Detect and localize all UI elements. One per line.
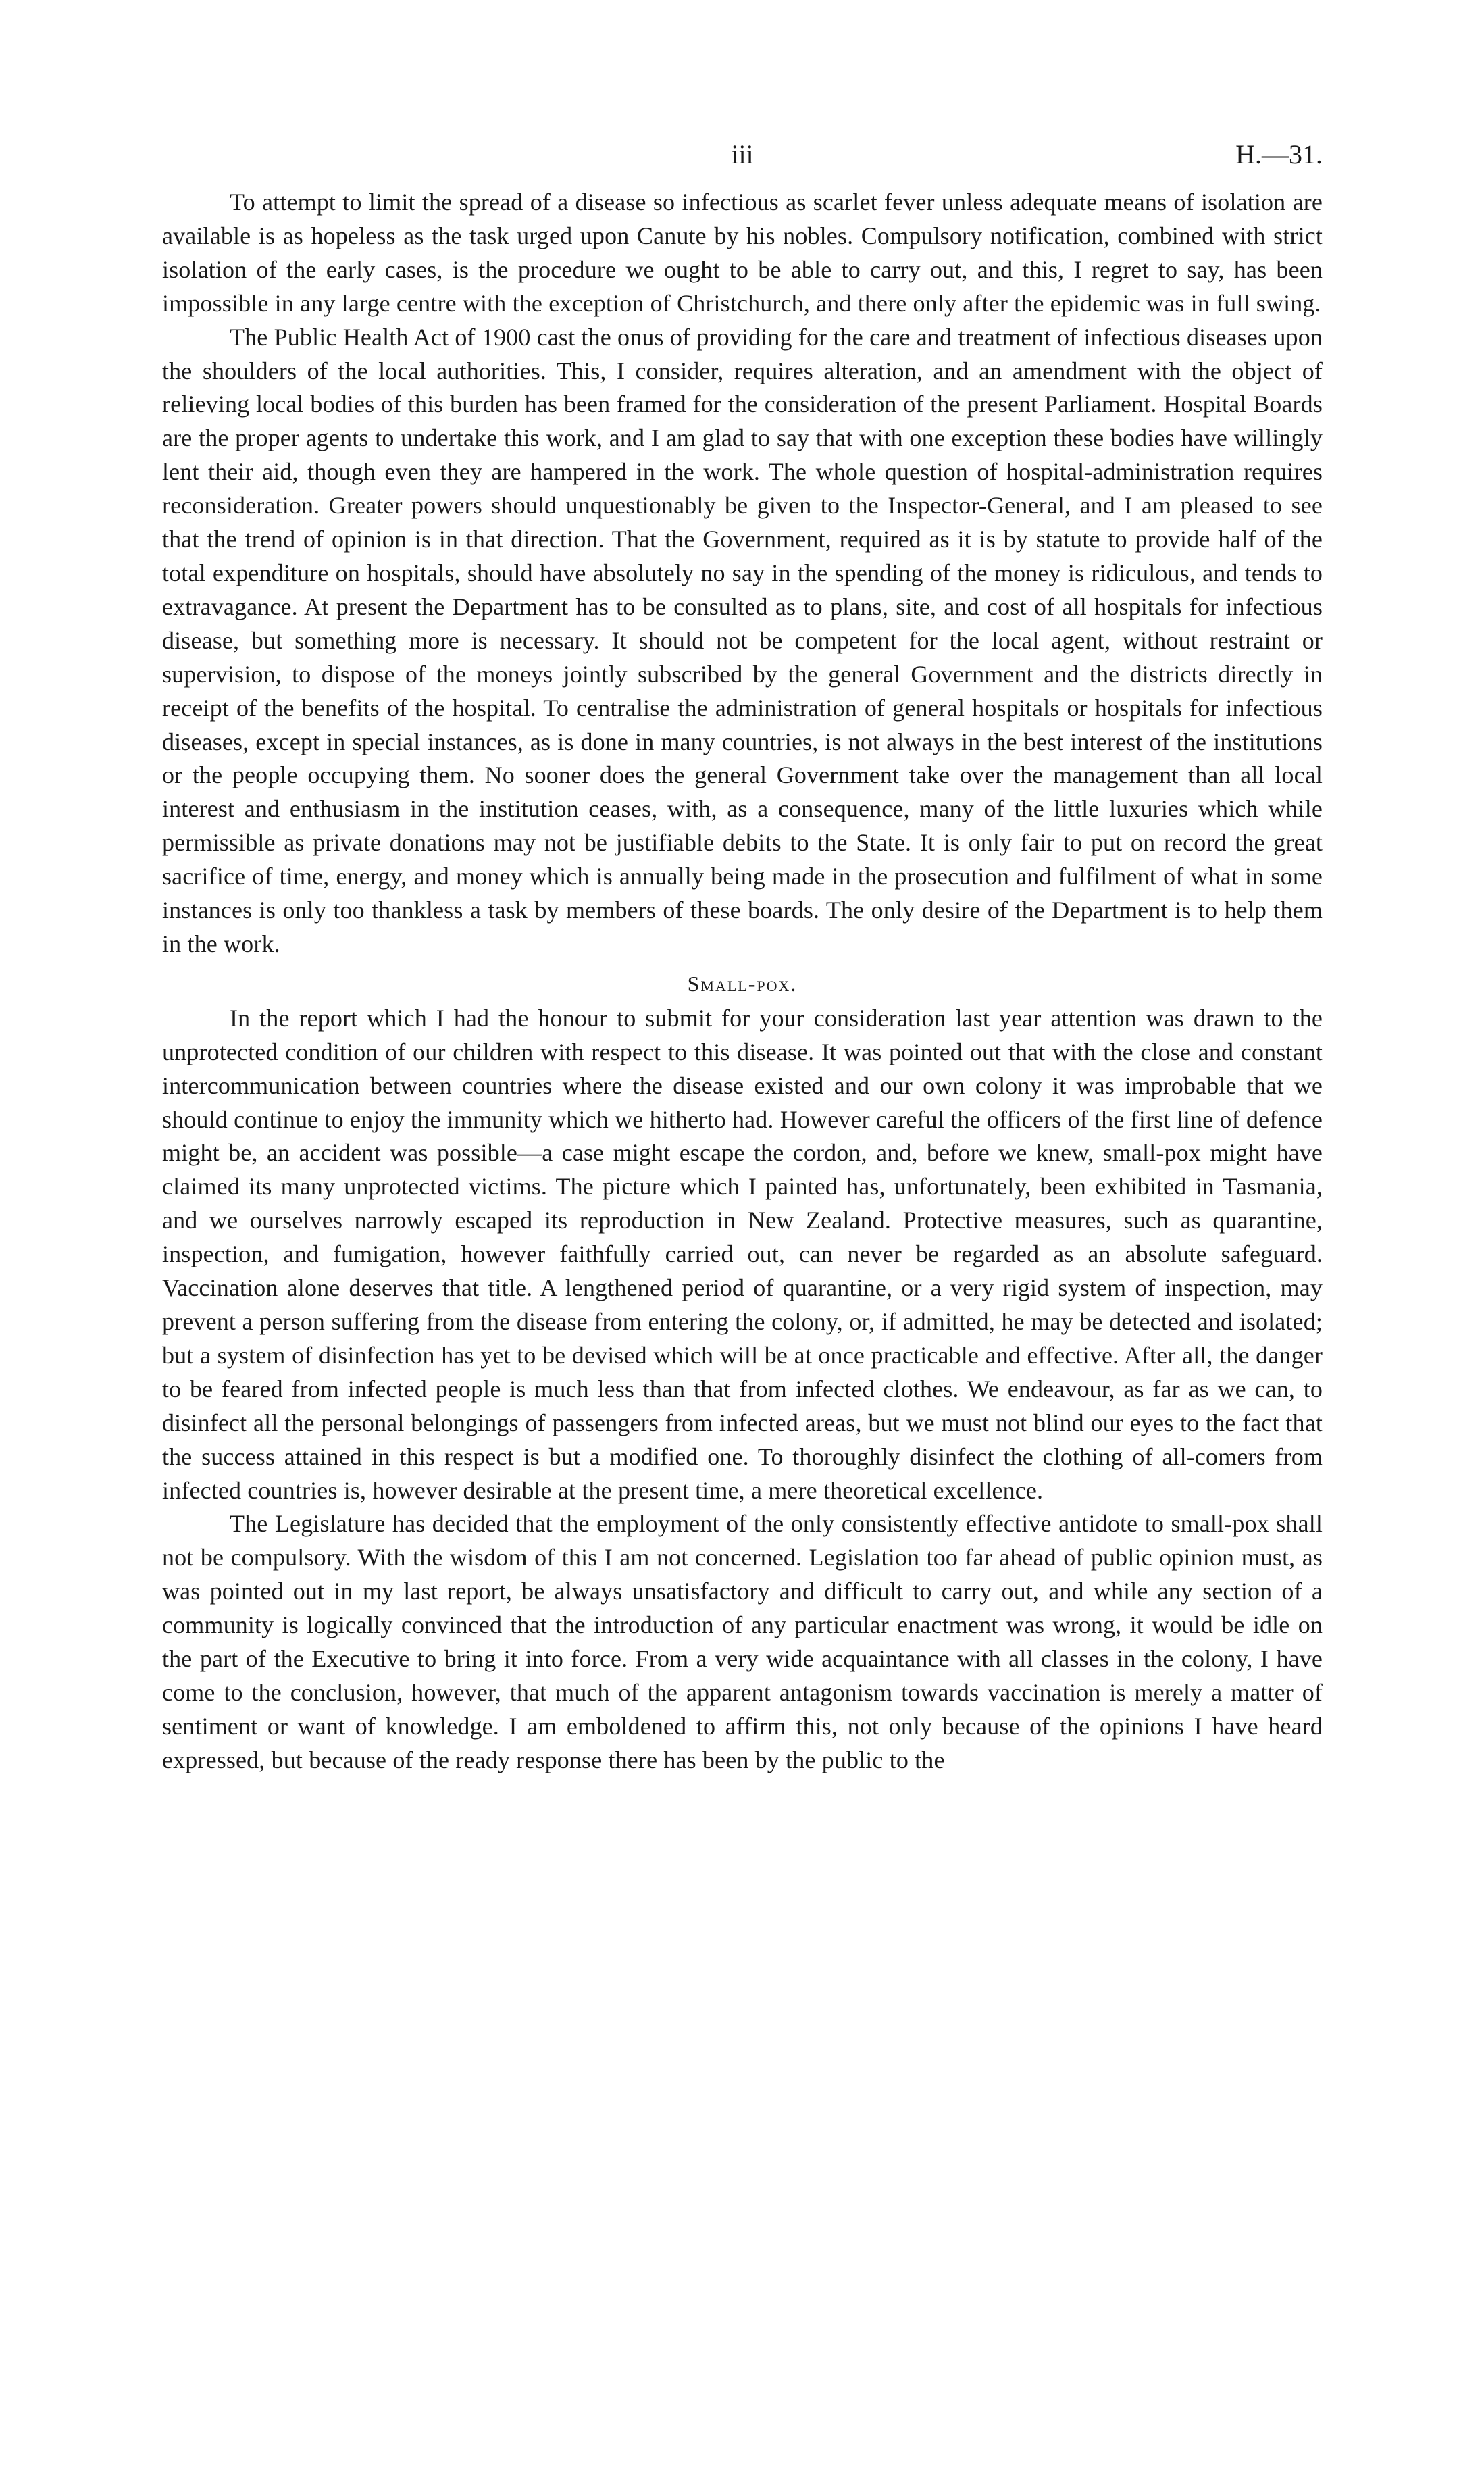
paragraph-public-health-act: The Public Health Act of 1900 cast the onus of providing for the care and treatment of infectious diseases upon the shoulders of the local authorities. This, I consider, requires alteration, and an amendment with the object of relieving local bodies of this burden has been framed for the consideration of the present Parliament. Hospital Boards are the proper agents to undertake this work, and I am glad to say that with one exception these bodies have willingly lent their aid, though even they are hampered in the work. The whole question of hospital-administration requires reconsideration. Greater powers should unquestionably be given to the Inspector-General, and I am pleased to see that the trend of opinion is in that direction. That the Government, required as it is by statute to provide half of the total expenditure on hospitals, should have absolutely no say in the spending of the money is ridiculous, and tends to extravagance. At present the Department has to be consulted as to plans, site, and cost of all hospitals for infectious disease, but something more is necessary. It should not be competent for the local agent, without restraint or supervision, to dispose of the moneys jointly subscribed by the general Government and the districts directly in receipt of the benefits of the hospital. To centralise the administration of general hospitals or hospitals for infectious diseases, except in special instances, as is done in many countries, is not always in the best interest of the institutions or the people occupying them. No sooner does the general Government take over the management than all local interest and enthusiasm in the institution ceases, with, as a consequence, many of the little luxuries which while permissible as private donations may not be justifiable debits to the State. It is only fair to put on record the great sacrifice of time, energy, and money which is annually being made in the prosecution and fulfilment of what in some instances is only too thankless a task by members of these boards. The only desire of the Department is to help them in the work. (162, 323, 1323, 957)
paragraph-small-pox-report: In the report which I had the honour to submit for your consideration last year attention was drawn to the unprotected condition of our children with respect to this disease. It was pointed out that with the close and constant intercommunication between countries where the disease existed and our own colony it was improbable that we should continue to enjoy the immunity which we hitherto had. However careful the officers of the first line of defence might be, an accident was possible—a case might escape the cordon, and, before we knew, small-pox might have claimed its many unprotected victims. The picture which I painted has, unfortunately, been exhibited in Tasmania, and we ourselves narrowly escaped its reproduction in New Zealand. Protective measures, such as quarantine, inspection, and fumigation, however faithfully carried out, can never be regarded as an absolute safeguard. Vaccination alone deserves that title. A lengthened period of quarantine, or a very rigid system of inspection, may prevent a person suffering from the disease from entering the colony, or, if admitted, he may be detected and isolated; but a system of disinfection has yet to be devised which will be at once practicable and effective. After all, the danger to be feared from infected people is much less than that from infected clothes. We endeavour, as far as we can, to disinfect all the personal belongings of passengers from infected areas, but we must not blind our eyes to the fact that the success attained in this respect is but a modified one. To thoroughly disinfect the clothing of all-comers from infected countries is, however desirable at the present time, a mere theoretical excellence. (162, 1004, 1323, 1504)
paragraph-scarlet-fever-isolation: To attempt to limit the spread of a disease so infectious as scarlet fever unless adequate means of isolation are available is as hopeless as the task urged upon Canute by his nobles. Compulsory notification, combined with strict isolation of the early cases, is the procedure we ought to be able to carry out, and this, I regret to say, has been impossible in any large centre with the exception of Christchurch, and there only after the epidemic was in full swing. (162, 188, 1323, 317)
section-heading-small-pox: Small-pox. (687, 971, 798, 996)
page-number: iii (731, 139, 754, 170)
report-code: H.—31. (1235, 139, 1323, 170)
running-head (162, 139, 1323, 186)
document-page (162, 139, 1323, 1778)
paragraph-legislature-vaccination: The Legislature has decided that the employment of the only consistently effective antidote to small-pox shall not be compulsory. With the wisdom of this I am not concerned. Legislation too far ahead of public opinion must, as was pointed out in my last report, be always unsatisfactory and difficult to carry out, and while any section of a community is logically convinced that the introduction of any particular enactment was wrong, it would be idle on the part of the Executive to bring it into force. From a very wide acquaintance with all classes in the colony, I have come to the conclusion, however, that much of the apparent antagonism towards vaccination is merely a matter of sentiment or want of knowledge. I am emboldened to affirm this, not only because of the opinions I have heard expressed, but because of the ready response there has been by the public to the (162, 1510, 1323, 1773)
body-text (162, 186, 1323, 1778)
